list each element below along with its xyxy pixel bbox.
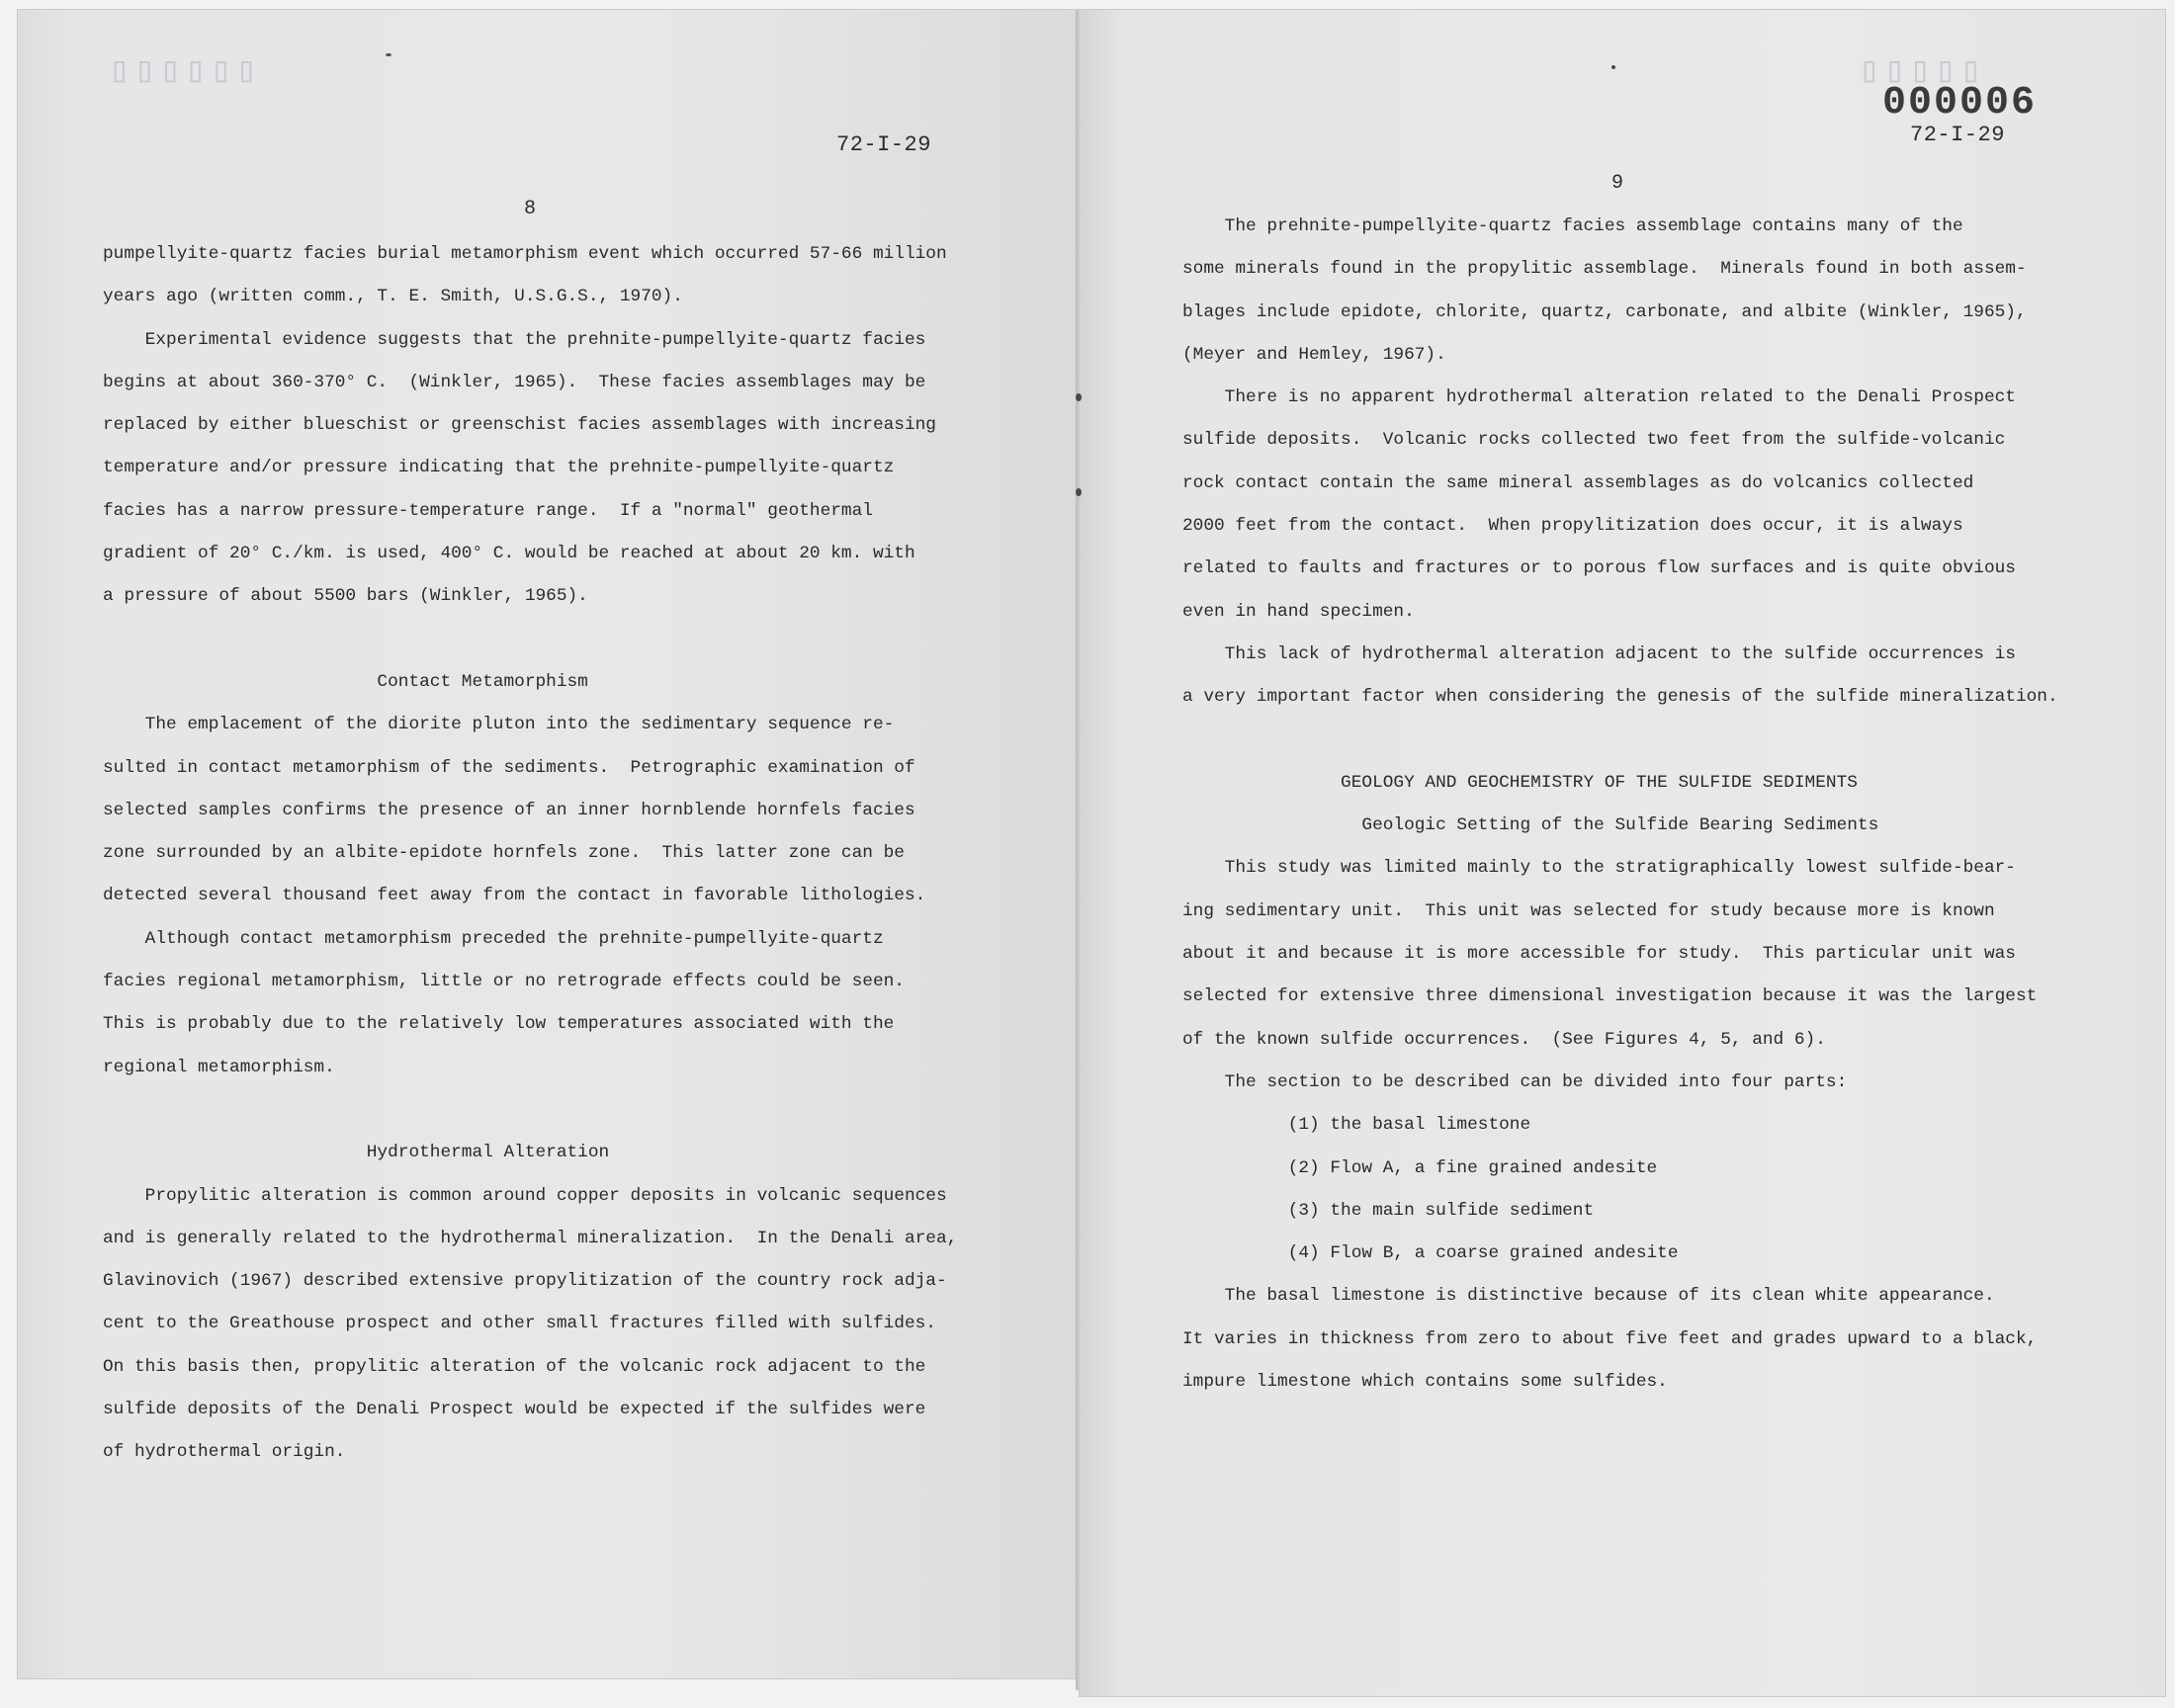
text-line: There is no apparent hydrothermal alteration related to the Denali Prospect	[1182, 387, 2016, 408]
text-line: GEOLOGY AND GEOCHEMISTRY OF THE SULFIDE SEDIMENTS	[1182, 772, 1858, 793]
right-page-body	[1182, 206, 2058, 1404]
text-line: selected samples confirms the presence of an inner hornblende hornfels facies	[103, 800, 915, 820]
text-line: This lack of hydrothermal alteration adjacent to the sulfide occurrences is	[1182, 643, 2016, 664]
text-line: cent to the Greathouse prospect and other small fractures filled with sulfides.	[103, 1314, 936, 1334]
binding-mark	[1076, 488, 1082, 496]
text-line: about it and because it is more accessible for study. This particular unit was	[1182, 944, 2016, 965]
text-line: This is probably due to the relatively low temperatures associated with the	[103, 1014, 895, 1035]
right-doc-id: 72-I-29	[1910, 123, 2005, 147]
text-line: Propylitic alteration is common around copper deposits in volcanic sequences	[103, 1185, 947, 1206]
text-line: Geologic Setting of the Sulfide Bearing Sediments	[1182, 815, 1879, 836]
text-line: Experimental evidence suggests that the prehnite-pumpellyite-quartz facies	[103, 329, 926, 350]
text-line: of hydrothermal origin.	[103, 1442, 346, 1463]
text-line: On this basis then, propylitic alteration of the volcanic rock adjacent to the	[103, 1356, 926, 1377]
text-line: zone surrounded by an albite-epidote hornfels zone. This latter zone can be	[103, 843, 905, 864]
text-line: The prehnite-pumpellyite-quartz facies assemblage contains many of the	[1182, 216, 1963, 236]
binding-mark	[1076, 393, 1082, 401]
text-line: gradient of 20° C./km. is used, 400° C. would be reached at about 20 km. with	[103, 544, 915, 564]
text-line: blages include epidote, chlorite, quartz, carbonate, and albite (Winkler, 1965),	[1182, 301, 2027, 322]
text-line: Contact Metamorphism	[103, 671, 588, 692]
bleed-through-mark: ▯▯▯▯▯▯	[109, 51, 262, 92]
text-line: (3) the main sulfide sediment	[1182, 1200, 1595, 1221]
text-line: sulfide deposits of the Denali Prospect would be expected if the sulfides were	[103, 1400, 926, 1420]
text-line: The emplacement of the diorite pluton into the sedimentary sequence re-	[103, 715, 895, 735]
scan-speck	[1611, 65, 1615, 69]
text-line	[103, 1089, 957, 1132]
text-line: The basal limestone is distinctive because of its clean white appearance.	[1182, 1286, 1995, 1307]
text-line: detected several thousand feet away from the contact in favorable lithologies.	[103, 886, 926, 906]
text-line: pumpellyite-quartz facies burial metamorphism event which occurred 57-66 million	[103, 244, 947, 264]
text-line: of the known sulfide occurrences. (See Figures 4, 5, and 6).	[1182, 1029, 1826, 1050]
scan-speck	[386, 53, 392, 56]
text-line: years ago (written comm., T. E. Smith, U.S.G.S., 1970).	[103, 287, 683, 307]
text-line	[103, 619, 957, 661]
text-line: a very important factor when considering the genesis of the sulfide mineralization.	[1182, 687, 2058, 708]
document-stamp-number: 000006	[1882, 81, 2038, 126]
text-line: facies has a narrow pressure-temperature range. If a "normal" geothermal	[103, 500, 873, 521]
text-line: This study was limited mainly to the stratigraphically lowest sulfide-bear-	[1182, 858, 2016, 879]
text-line: (2) Flow A, a fine grained andesite	[1182, 1157, 1658, 1178]
text-line: The section to be described can be divided into four parts:	[1182, 1071, 1848, 1092]
text-line: (4) Flow B, a coarse grained andesite	[1182, 1243, 1679, 1264]
text-line: regional metamorphism.	[103, 1057, 335, 1077]
text-line: (1) the basal limestone	[1182, 1115, 1531, 1136]
text-line: even in hand specimen.	[1182, 601, 1415, 622]
text-line: 2000 feet from the contact. When propylitization does occur, it is always	[1182, 516, 1963, 537]
text-line: sulfide deposits. Volcanic rocks collected two feet from the sulfide-volcanic	[1182, 430, 2006, 451]
text-line: It varies in thickness from zero to about five feet and grades upward to a black,	[1182, 1328, 2038, 1349]
text-line: some minerals found in the propylitic assemblage. Minerals found in both assem-	[1182, 259, 2027, 280]
text-line: related to faults and fractures or to porous flow surfaces and is quite obvious	[1182, 558, 2016, 579]
text-line: Hydrothermal Alteration	[103, 1143, 610, 1163]
text-line: and is generally related to the hydrothermal mineralization. In the Denali area,	[103, 1228, 958, 1248]
text-line	[1182, 720, 2058, 762]
text-line: (Meyer and Hemley, 1967).	[1182, 344, 1446, 365]
left-page-body	[103, 233, 957, 1475]
text-line: rock contact contain the same mineral assemblages as do volcanics collected	[1182, 472, 1974, 493]
text-line: replaced by either blueschist or greenschist facies assemblages with increasing	[103, 415, 936, 436]
left-doc-id: 72-I-29	[836, 132, 931, 157]
text-line: begins at about 360-370° C. (Winkler, 1965). These facies assemblages may be	[103, 372, 926, 392]
left-page-number: 8	[524, 198, 537, 220]
text-line: sulted in contact metamorphism of the sediments. Petrographic examination of	[103, 757, 915, 778]
text-line: Although contact metamorphism preceded the prehnite-pumpellyite-quartz	[103, 928, 884, 949]
right-page-number: 9	[1611, 172, 1624, 195]
text-line: selected for extensive three dimensional investigation because it was the largest	[1182, 986, 2038, 1007]
text-line: ing sedimentary unit. This unit was selected for study because more is known	[1182, 900, 1995, 921]
text-line: a pressure of about 5500 bars (Winkler, 1965).	[103, 586, 588, 607]
text-line: impure limestone which contains some sulfides.	[1182, 1372, 1668, 1393]
text-line: Glavinovich (1967) described extensive propylitization of the country rock adja-	[103, 1271, 947, 1292]
text-line: facies regional metamorphism, little or no retrograde effects could be seen.	[103, 972, 905, 992]
bleed-through-mark-right: ▯▯▯▯▯	[1859, 51, 1986, 92]
text-line: temperature and/or pressure indicating that the prehnite-pumpellyite-quartz	[103, 458, 895, 478]
